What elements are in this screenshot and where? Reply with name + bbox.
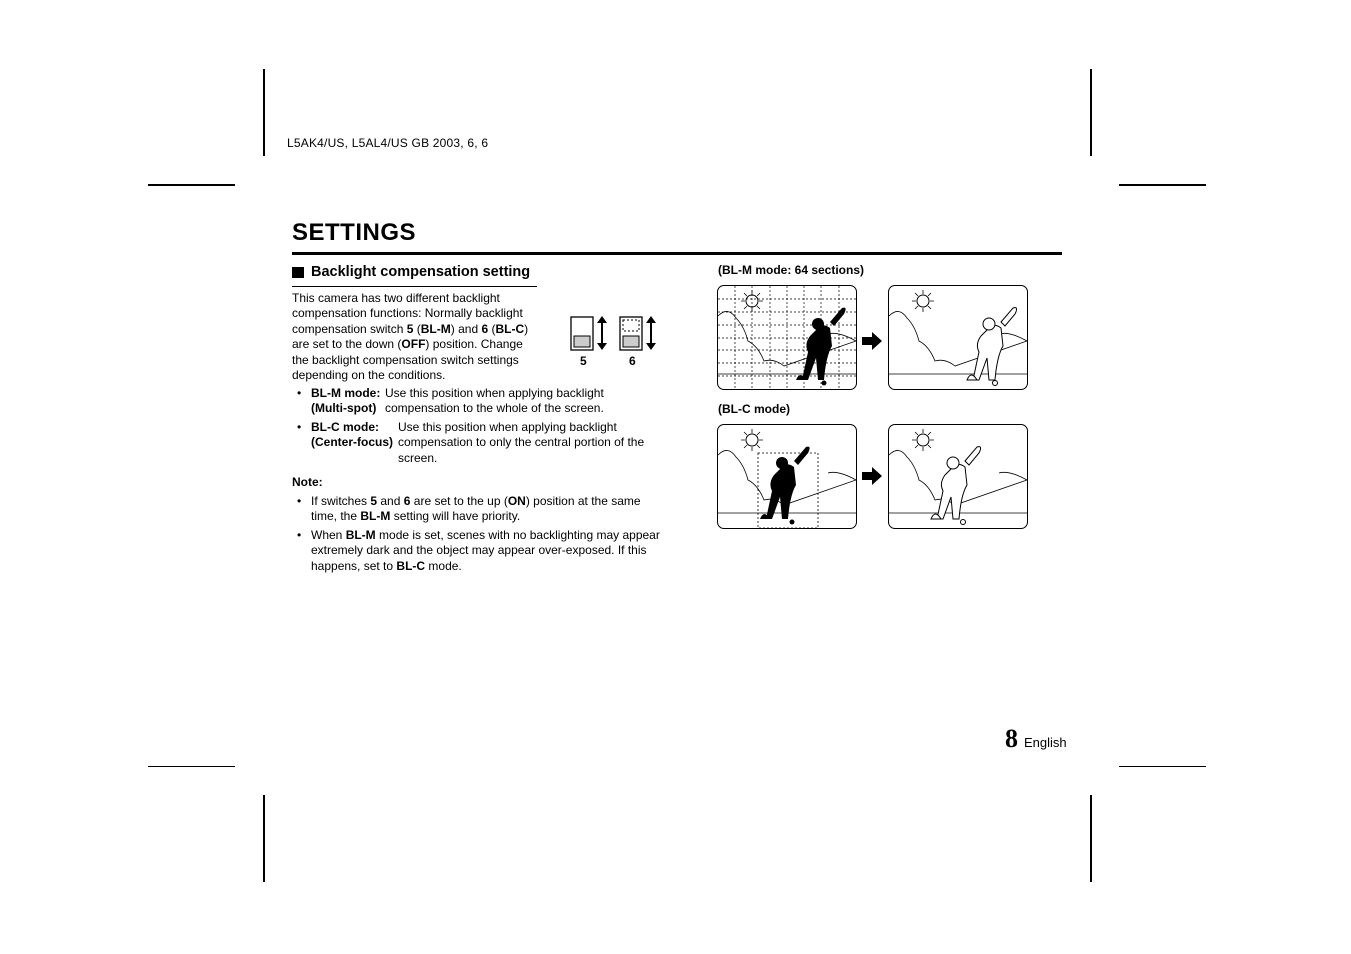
intro-line: This camera has two different backlight: [292, 291, 500, 305]
mode-description: Use this position when applying backlight compensation to the whole of the screen.: [385, 386, 604, 416]
square-bullet-icon: [292, 267, 304, 278]
switch-diagram-icon: [566, 314, 666, 352]
switch-label-5: 5: [580, 354, 587, 368]
bullet-dot: •: [297, 420, 302, 434]
switch-label-6: 6: [629, 354, 636, 368]
arrow-right-icon: [862, 332, 884, 350]
intro-line: depending on the conditions.: [292, 368, 446, 383]
crop-mark: [1090, 795, 1092, 882]
page-number: 8: [1005, 724, 1018, 753]
compensated-scene-icon: [889, 286, 1027, 389]
note-item: • When BL-M mode is set, scenes with no backlighting may appear extremely dark and the object may appear over-exposed. If this happens, set to BL-C mode.: [297, 528, 660, 573]
mode-bullet-blc: [297, 420, 667, 468]
crop-mark: [148, 184, 235, 186]
print-header: L5AK4/US, L5AL4/US GB 2003, 6, 6: [287, 136, 489, 150]
intro-line: compensation functions: Normally backlight: [292, 306, 523, 321]
compensated-scene-icon: [889, 425, 1027, 528]
mode-term: BL-C mode: (Center-focus): [311, 420, 394, 450]
switch-illustration: [566, 314, 666, 370]
note-heading: Note:: [292, 475, 323, 489]
backlit-scene-icon: [718, 286, 856, 389]
blm-after-image: [888, 285, 1028, 390]
intro-line: compensation switch 5 (BL-M) and 6 (BL-C): [292, 321, 529, 336]
blc-before-image: [717, 424, 857, 529]
crop-mark: [1119, 184, 1206, 186]
intro-paragraph: [292, 291, 532, 383]
mode-bullet-blm: [297, 386, 657, 418]
intro-line: the backlight compensation switch settings: [292, 352, 519, 367]
section-heading-text: Backlight compensation setting: [311, 264, 531, 280]
title-rule: [292, 252, 1062, 255]
bullet-dot: •: [297, 494, 302, 508]
figure-caption-blc: (BL-C mode): [718, 402, 790, 416]
section-heading: [292, 264, 530, 280]
crop-mark: [263, 69, 265, 156]
blc-after-image: [888, 424, 1028, 529]
bullet-dot: •: [297, 528, 302, 542]
intro-line: are set to the down (OFF) position. Change: [292, 337, 523, 352]
note-item: • If switches 5 and 6 are set to the up (ON) position at the same time, the BL-M setting will have priority.: [297, 494, 641, 524]
arrow-right-icon: [862, 467, 884, 485]
page-language: English: [1024, 735, 1067, 750]
figure-caption-blm: (BL-M mode: 64 sections): [718, 263, 865, 277]
blm-before-image: [717, 285, 857, 390]
backlit-scene-icon: [718, 425, 856, 528]
crop-mark: [1119, 766, 1206, 767]
mode-description: Use this position when applying backlight compensation to only the central portion of the screen.: [398, 420, 645, 465]
mode-term: BL-M mode: (Multi-spot): [311, 386, 381, 416]
section-heading-rule: [292, 286, 537, 287]
page-title: SETTINGS: [292, 219, 417, 246]
crop-mark: [1090, 69, 1092, 156]
crop-mark: [263, 795, 265, 882]
crop-mark: [148, 766, 235, 767]
bullet-dot: •: [297, 386, 302, 400]
